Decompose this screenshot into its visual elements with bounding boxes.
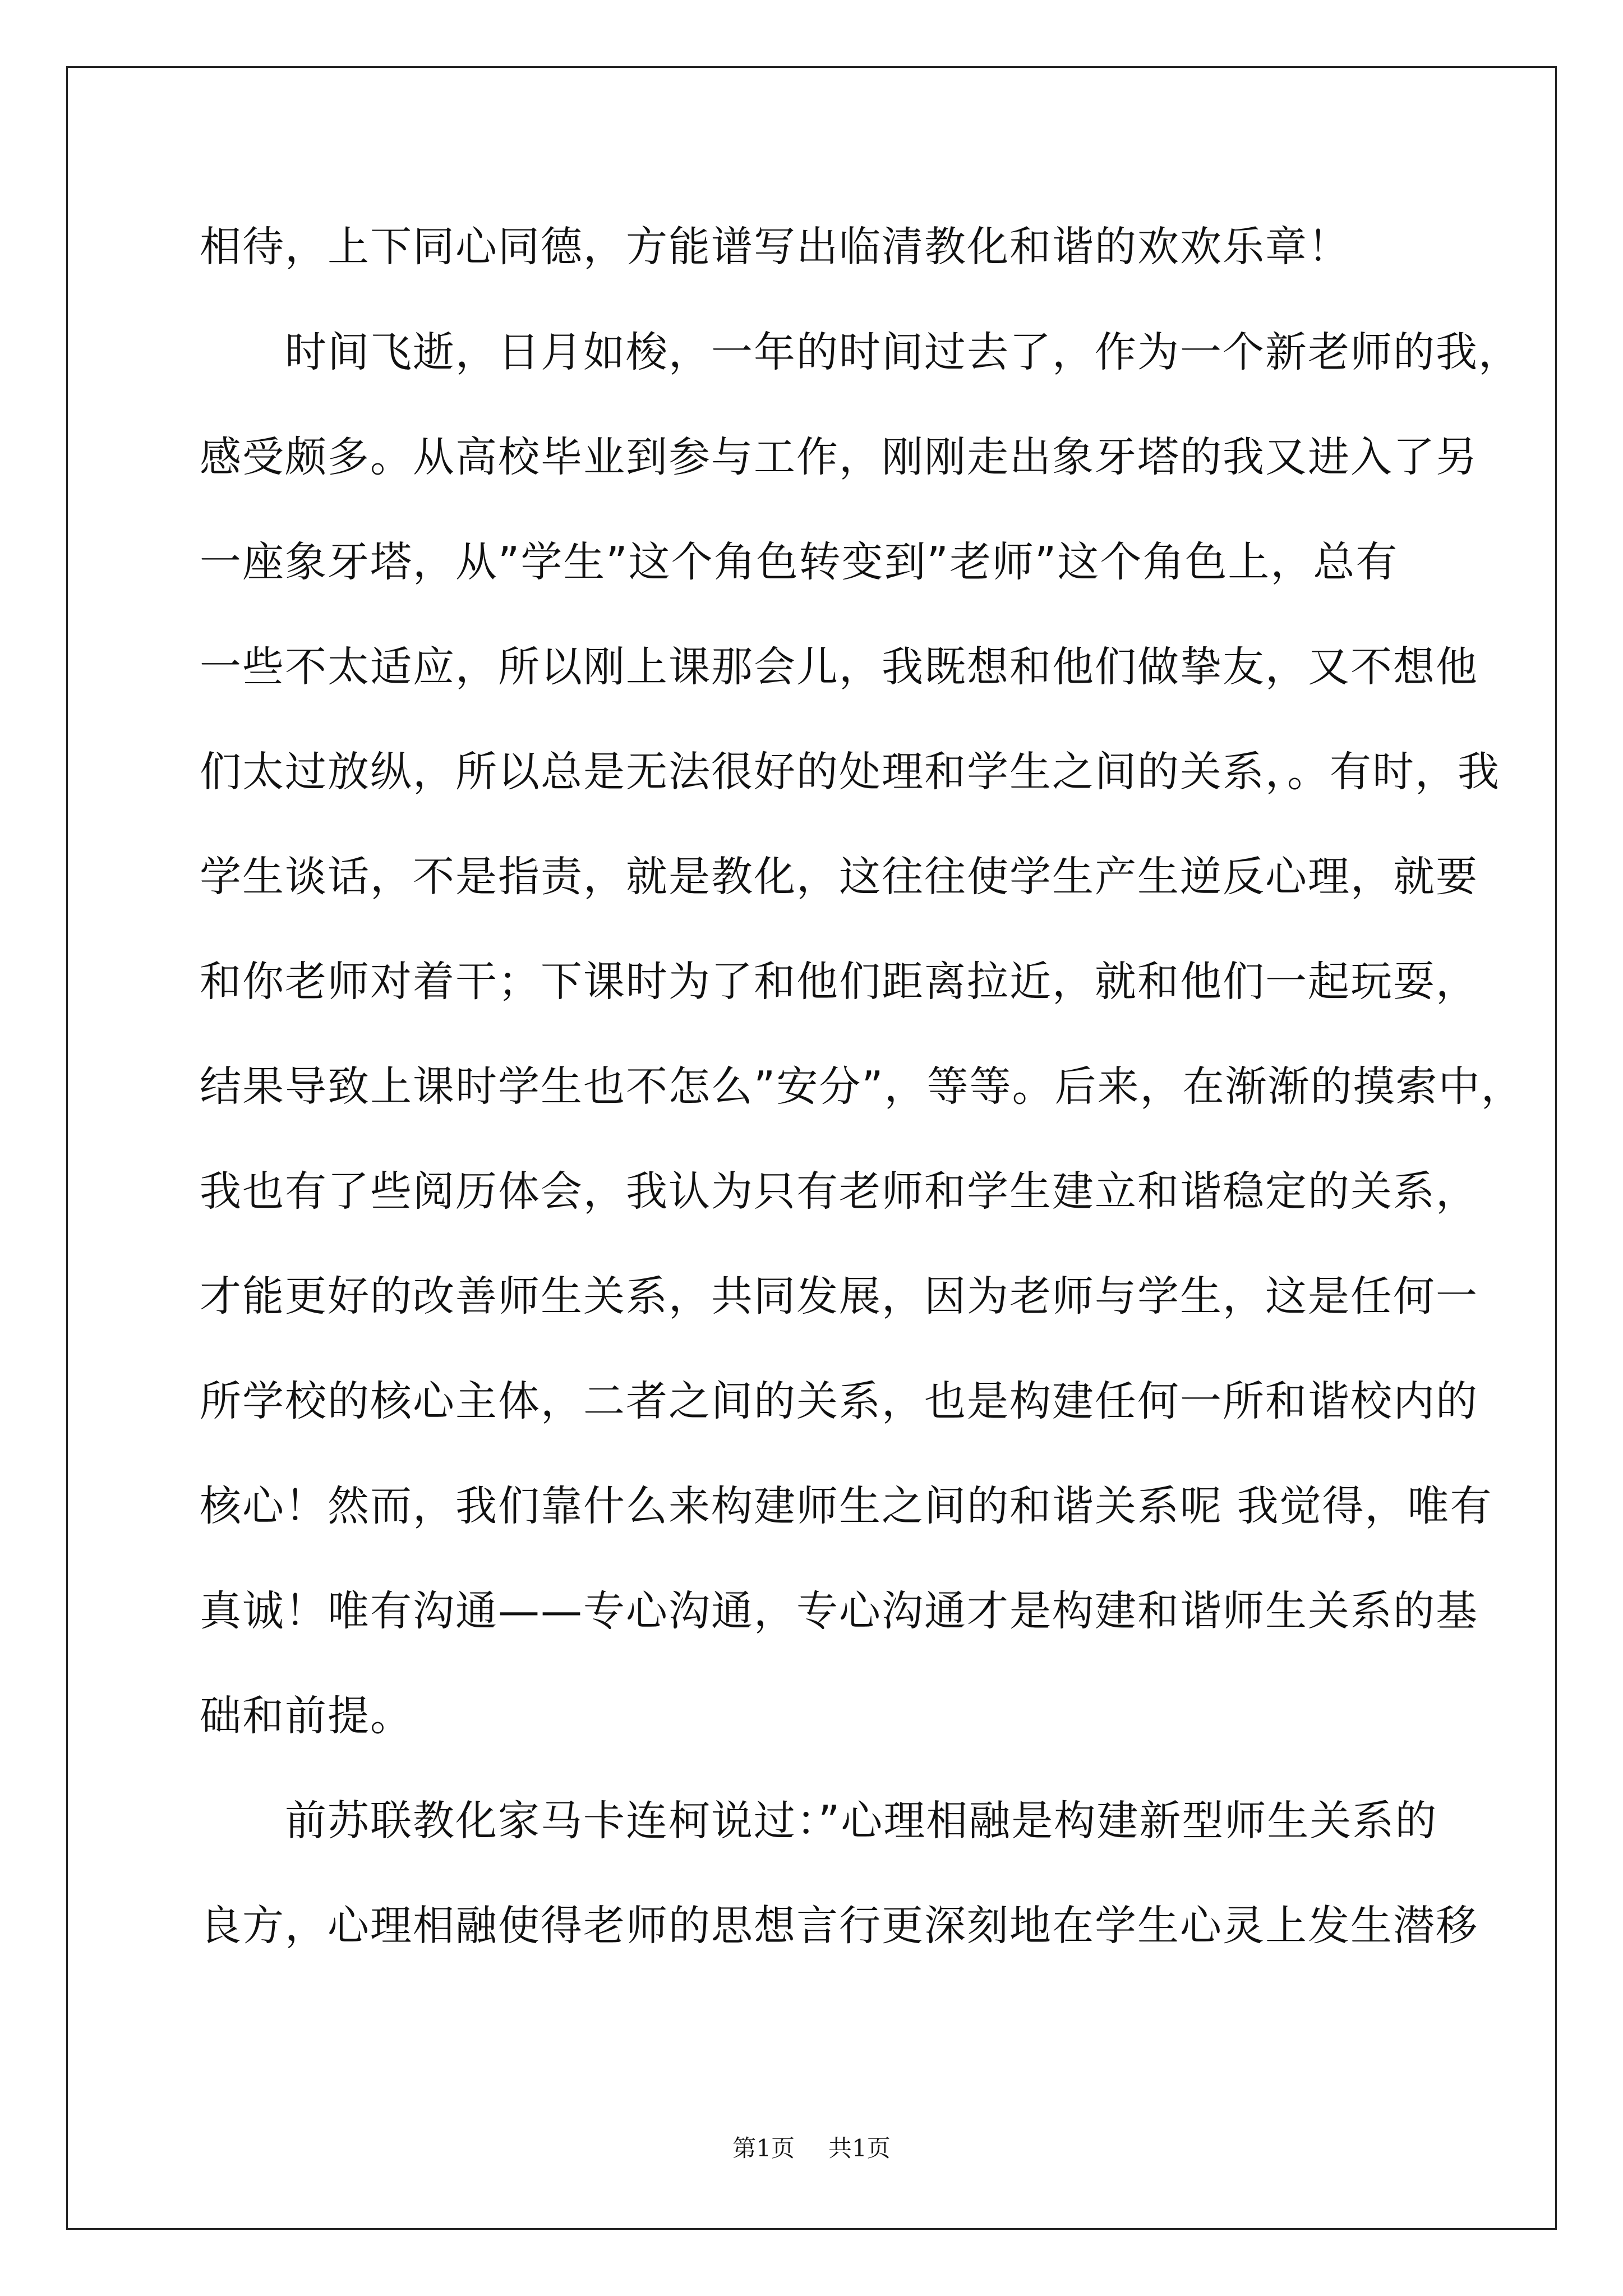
text-line: 一座象牙塔，从”学生”这个角色转变到”老师”这个角色上，总有 (200, 538, 1399, 586)
text-line: 和你老师对着干；下课时为了和他们距离拉近，就和他们一起玩耍， (200, 958, 1478, 1006)
page-footer (0, 2132, 1623, 2165)
text-line: 感受颇多。从高校毕业到参与工作，刚刚走出象牙塔的我又进入了另 (200, 433, 1478, 481)
text-line: 良方，心理相融使得老师的思想言行更深刻地在学生心灵上发生潜移 (200, 1902, 1478, 1950)
page-total: 共1页 (828, 2134, 891, 2162)
text-line: 结果导致上课时学生也不怎么”安分”，等等。后来，在渐渐的摸索中， (200, 1062, 1524, 1111)
text-line: 相待，上下同心同德，方能谱写出临清教化和谐的欢欢乐章！ (200, 223, 1350, 271)
text-line: 前苏联教化家马卡连柯说过：”心理相融是构建新型师生关系的 (200, 1797, 1438, 1845)
text-line: 础和前提。 (200, 1692, 413, 1740)
text-line: 我也有了些阅历体会，我认为只有老师和学生建立和谐稳定的关系， (200, 1167, 1478, 1216)
text-line: 真诚！唯有沟通——专心沟通，专心沟通才是构建和谐师生关系的基 (200, 1587, 1478, 1635)
text-line: 们太过放纵，所以总是无法很好的处理和学生之间的关系，。有时，我 (200, 748, 1500, 796)
text-line: 核心！然而，我们靠什么来构建师生之间的和谐关系呢 我觉得，唯有 (200, 1482, 1493, 1530)
text-line: 才能更好的改善师生关系，共同发展，因为老师与学生，这是任何一 (200, 1272, 1478, 1320)
text-line: 所学校的核心主体，二者之间的关系，也是构建任何一所和谐校内的 (200, 1377, 1478, 1425)
text-line: 一些不太适应，所以刚上课那会儿，我既想和他们做挚友，又不想他 (200, 643, 1478, 691)
page-number: 第1页 (732, 2134, 795, 2162)
text-line: 学生谈话，不是指责，就是教化，这往往使学生产生逆反心理，就要 (200, 853, 1478, 901)
text-line: 时间飞逝，日月如梭，一年的时间过去了，作为一个新老师的我， (200, 328, 1521, 376)
